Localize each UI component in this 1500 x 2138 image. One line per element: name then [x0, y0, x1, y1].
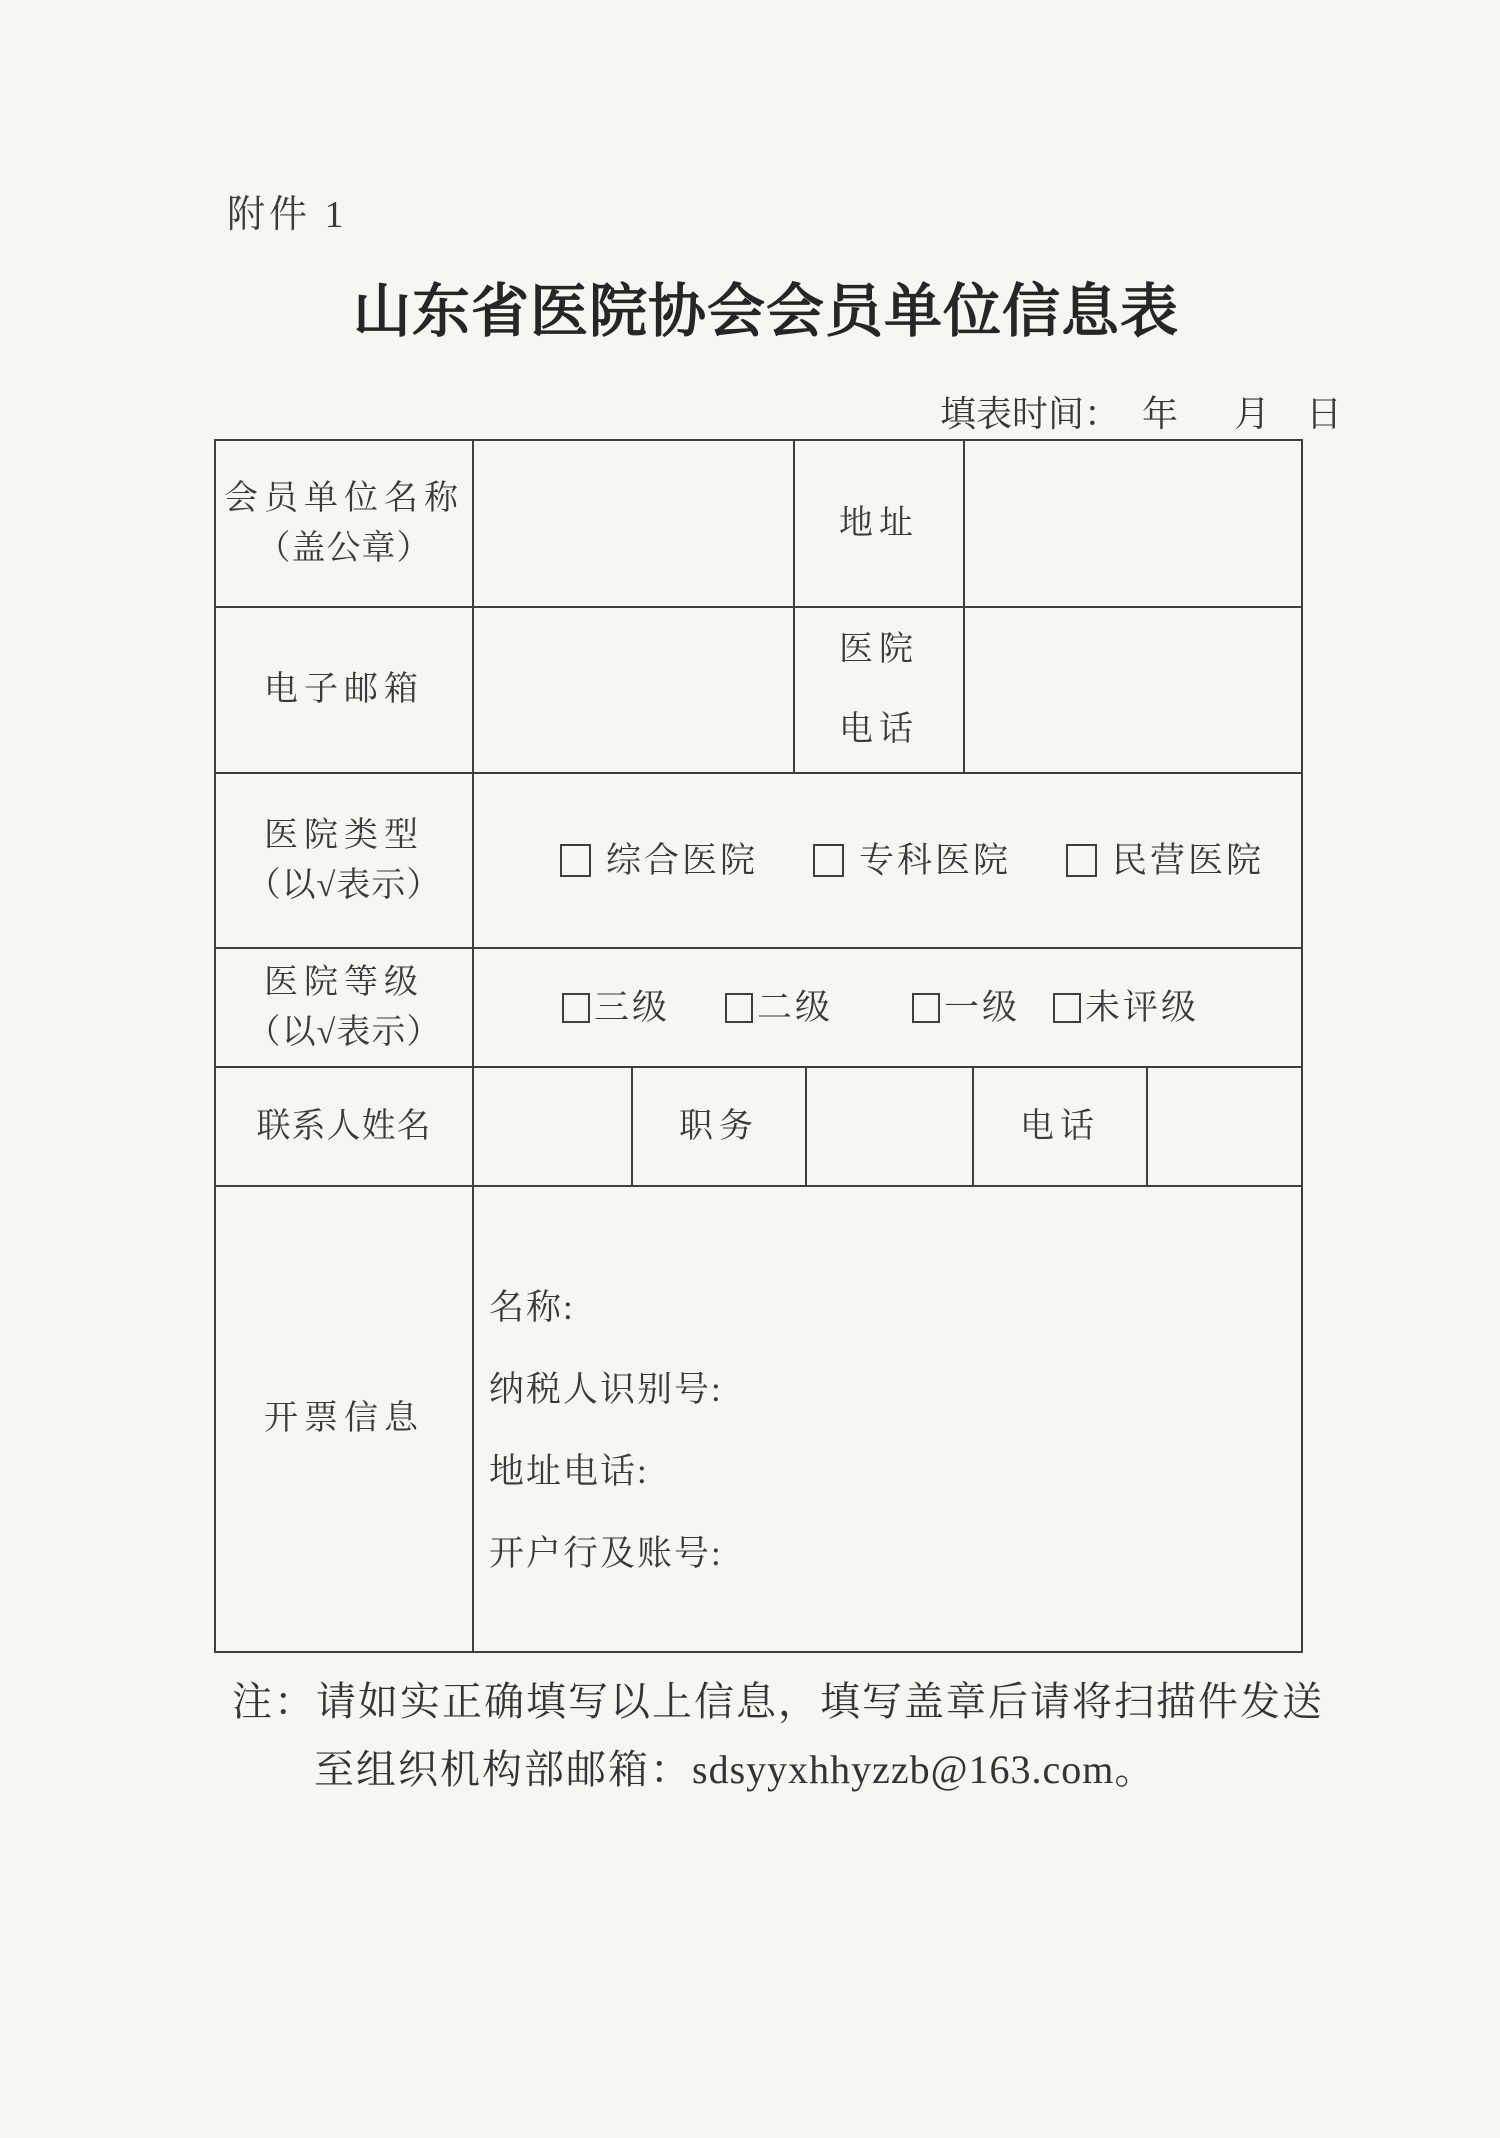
fill-date-month: 月 [1234, 394, 1271, 434]
member-info-table [214, 439, 1303, 1653]
position-label-cell [633, 1068, 807, 1185]
checkbox-option-private [1066, 836, 1264, 886]
checkbox-option-unrated [1053, 983, 1199, 1033]
checkbox-icon [912, 993, 940, 1023]
hospital-level-label: 医院等级 [264, 963, 424, 1001]
fill-date-year: 年 [1142, 394, 1179, 434]
invoice-field-taxpayer-id: 纳税人识别号: [489, 1370, 723, 1409]
unit-name-value-cell [474, 441, 795, 606]
email-value-cell [474, 608, 795, 772]
address-value-cell [965, 441, 1301, 606]
footer-note-line1: 注：请如实正确填写以上信息，填写盖章后请将扫描件发送 [232, 1679, 1324, 1724]
hospital-phone-label-cell [795, 608, 965, 772]
option-label: 二级 [757, 987, 834, 1027]
page-title: 山东省医院协会会员单位信息表 [352, 279, 1179, 344]
contact-phone-label-cell [974, 1068, 1148, 1185]
contact-phone-label: 电话 [1020, 1107, 1100, 1145]
row-unit-name-address [216, 441, 1301, 608]
row-email-phone [216, 608, 1301, 774]
fill-date-line [940, 386, 1342, 437]
checkbox-icon [562, 993, 590, 1023]
checkbox-icon [1053, 993, 1081, 1023]
attachment-label: 附件 1 [227, 194, 348, 236]
footer-note-line2 [314, 1747, 1324, 1792]
contact-name-value-cell [474, 1068, 633, 1185]
row-invoice-info [216, 1187, 1301, 1651]
hospital-type-label-cell [216, 774, 474, 947]
option-label: 一级 [944, 987, 1021, 1027]
hospital-level-options-cell [474, 949, 1301, 1066]
option-label: 民营医院 [1112, 840, 1265, 880]
address-label: 地址 [839, 504, 919, 542]
invoice-field-bank-account: 开户行及账号: [489, 1534, 723, 1573]
option-label: 专科医院 [859, 840, 1012, 880]
checkbox-option-level1 [912, 983, 1020, 1033]
hospital-phone-label-line2: 电话 [839, 711, 919, 748]
fill-date-day: 日 [1306, 394, 1343, 434]
checkbox-option-level2 [725, 983, 833, 1033]
unit-name-label: 会员单位名称 [224, 479, 464, 517]
footer-note-line2-prefix: 至组织机构部邮箱： [314, 1747, 692, 1792]
hospital-type-label: 医院类型 [264, 816, 424, 854]
footer-note-line2-suffix: 。 [1114, 1747, 1157, 1792]
hospital-type-options-cell [474, 774, 1301, 947]
invoice-field-name: 名称: [489, 1288, 575, 1327]
email-label-cell [216, 608, 474, 772]
checkbox-option-level3 [562, 983, 670, 1033]
row-hospital-type [216, 774, 1301, 949]
option-label: 未评级 [1085, 987, 1200, 1027]
checkbox-option-comprehensive [560, 836, 758, 886]
checkbox-icon [1066, 844, 1097, 877]
email-label: 电子邮箱 [264, 671, 424, 708]
row-hospital-level [216, 949, 1301, 1068]
footer-note [232, 1679, 1324, 1792]
checkbox-icon [560, 844, 591, 877]
invoice-label-cell [216, 1187, 474, 1651]
hospital-level-label-sub: （以√表示） [246, 1013, 442, 1051]
checkbox-option-specialized [813, 836, 1011, 886]
address-label-cell [795, 441, 965, 606]
fill-date-label: 填表时间： [940, 394, 1121, 434]
hospital-type-label-sub: （以√表示） [246, 866, 442, 904]
checkbox-icon [725, 993, 753, 1023]
invoice-fields-cell [474, 1187, 1301, 1651]
contact-name-label-cell [216, 1068, 474, 1185]
invoice-field-address-phone: 地址电话: [489, 1452, 649, 1491]
position-label: 职务 [679, 1107, 759, 1145]
checkbox-icon [813, 844, 844, 877]
contact-name-label: 联系人姓名 [256, 1107, 432, 1145]
position-value-cell [807, 1068, 974, 1185]
option-label: 综合医院 [606, 840, 759, 880]
invoice-label: 开票信息 [264, 1400, 424, 1437]
option-label: 三级 [594, 987, 671, 1027]
hospital-level-label-cell [216, 949, 474, 1066]
contact-phone-value-cell [1148, 1068, 1301, 1185]
unit-name-label-cell [216, 441, 474, 606]
hospital-phone-value-cell [965, 608, 1301, 772]
contact-email-text: sdsyyxhhyzzb@163.com [692, 1747, 1115, 1792]
hospital-phone-label-line1: 医院 [839, 631, 919, 668]
row-contact [216, 1068, 1301, 1187]
unit-name-label-sub: （盖公章） [256, 529, 432, 567]
